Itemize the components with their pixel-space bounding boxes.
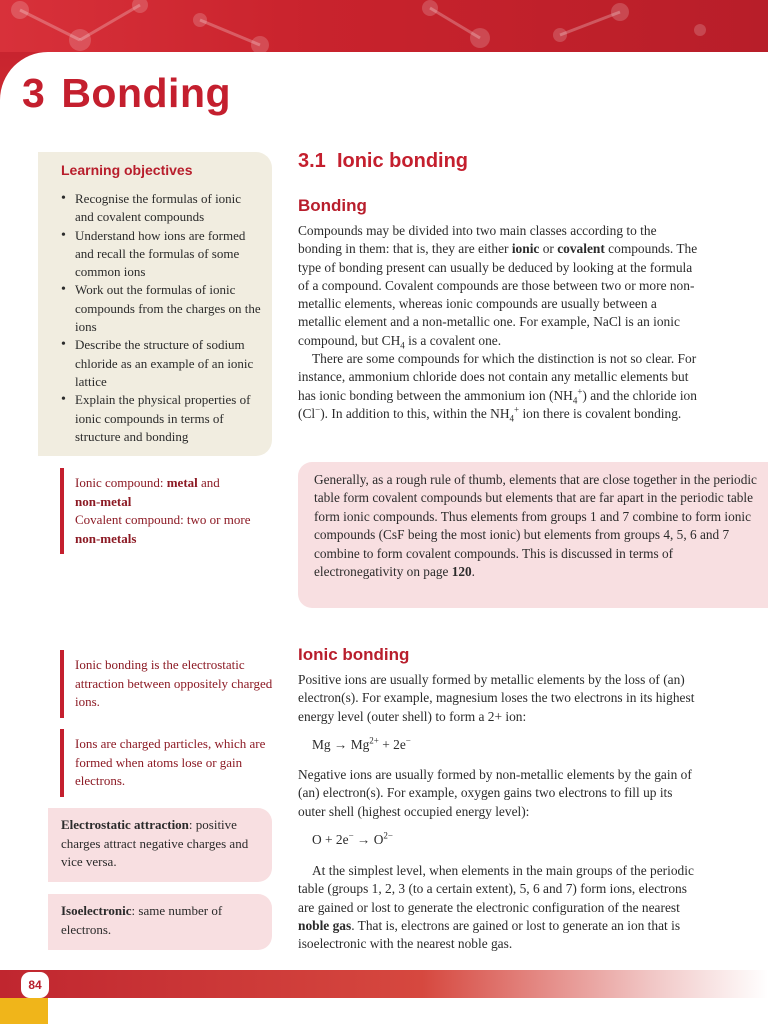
bonding-heading: Bonding: [298, 196, 367, 215]
ionic-paragraph-3: [298, 862, 698, 953]
ionic-paragraph-2: Negative ions are usually formed by non-metallic elements by the gain of (an) electron(s). For example, oxygen gains two electrons to fill up its outer shell (highest occupied energy level):: [298, 767, 692, 819]
note-bold: non-metal: [75, 493, 132, 509]
section-number: 3.1: [298, 150, 326, 172]
paragraph-text: compounds. The type of bonding present can usually be deduced by looking at the formula of a compound. Covalent compounds are those between two or more non-metallic elements, whereas ionic compounds are usually between a metallic element and a non-metallic one. For example, NaCl is an ionic compound, but CH: [298, 241, 698, 348]
rule-of-thumb-box: [298, 462, 768, 608]
footer-left-strip: [0, 998, 48, 1024]
paragraph-text: ). In addition to this, within the NH: [320, 405, 510, 421]
paragraph-text: ion there is covalent bonding.: [519, 405, 682, 421]
superscript: −: [315, 404, 321, 415]
definition-text: : same number of electrons.: [61, 903, 223, 937]
footer-margin: [0, 998, 768, 1024]
list-item: • Work out the formulas of ionic compounds from the charges on the ions: [61, 281, 262, 336]
definition-term: Isoelectronic: [61, 903, 132, 918]
page-number: 84: [21, 972, 49, 998]
note-text: and: [197, 475, 220, 490]
learning-objectives-title: Learning objectives: [61, 162, 193, 178]
ionic-bonding-heading: Ionic bonding: [298, 645, 410, 664]
list-item: • Understand how ions are formed and recall the formulas of some common ions: [61, 227, 262, 282]
molecule-decoration: [0, 0, 768, 52]
subscript: 4: [400, 340, 405, 351]
side-note-ions: [60, 729, 275, 797]
list-item: • Describe the structure of sodium chloride as an example of an ionic lattice: [61, 336, 262, 391]
equation-text: O + 2e: [312, 832, 349, 847]
note-text: Ionic compound:: [75, 475, 167, 490]
equation-text: Mg → Mg: [312, 737, 370, 752]
list-item: • Recognise the formulas of ionic and covalent compounds: [61, 190, 262, 227]
equation-text: + 2e: [378, 737, 406, 752]
superscript: 2+: [369, 735, 379, 746]
definition-term: Electrostatic attraction: [61, 817, 189, 832]
footer-band: [0, 970, 768, 998]
paragraph-text: or: [539, 241, 558, 257]
superscript: −: [348, 830, 354, 841]
note-bold: metal: [166, 475, 198, 490]
tip-text: Generally, as a rough rule of thumb, elements that are close together in the periodic table form covalent compounds but elements that are far apart in the periodic table form ionic compounds. Thus elements from groups 1 and 7 combine to form ionic compounds (CsF being the most ionic) but elements from groups 4, 5, 6 and 7 combine to form covalent compounds. This is discussed in terms of electronegativity on page: [314, 472, 757, 580]
note-text: Ionic bonding is the electrostatic attraction between oppositely charged ions.: [75, 657, 273, 709]
list-item: • Explain the physical properties of ionic compounds in terms of structure and bonding: [61, 391, 262, 446]
chapter-name: Bonding: [61, 70, 232, 116]
note-text: Covalent compound: two or more: [75, 512, 251, 527]
side-note-compound-types: [60, 468, 275, 554]
definition-electrostatic-attraction: [48, 808, 272, 882]
superscript: +: [577, 386, 583, 397]
side-note-ionic-bonding: [60, 650, 275, 718]
learning-objectives-box: [38, 152, 272, 456]
bold-term: covalent: [557, 241, 605, 257]
equation-text: → O: [353, 832, 384, 847]
bonding-paragraph-2: [298, 350, 698, 423]
paragraph-text: ) and the chloride ion (Cl: [298, 387, 697, 421]
bold-term: noble gas: [298, 917, 352, 933]
superscript: −: [405, 735, 411, 746]
equation-magnesium: [312, 737, 411, 753]
chapter-title: [22, 70, 231, 117]
subscript: 4: [572, 395, 578, 406]
paragraph-text: At the simplest level, when elements in the main groups of the periodic table (groups 1, 2, 3 (to a certain extent), 5, 6 and 7) form ions, electrons are gained or lost to generate the electronic configuration of the nearest: [298, 863, 694, 915]
page-reference: 120: [451, 564, 472, 580]
superscript: +: [514, 404, 520, 415]
paragraph-text: There are some compounds for which the distinction is not so clear. For instance, ammonium chloride does not contain any metallic elements but has ionic bonding between the ammonium ion (NH: [298, 351, 697, 403]
tip-text: .: [471, 564, 475, 580]
superscript: 2−: [383, 830, 393, 841]
subscript: 4: [509, 413, 515, 424]
definition-isoelectronic: [48, 894, 272, 950]
section-title: Ionic bonding: [336, 150, 469, 172]
section-heading: [298, 150, 468, 173]
note-bold: non-metals: [75, 530, 137, 546]
bonding-paragraph-1: [298, 222, 698, 350]
ionic-paragraph-1: Positive ions are usually formed by metallic elements by the loss of (an) electron(s). For example, magnesium loses the two electrons in its highest energy level (outer shell) to form a 2+ ion:: [298, 672, 695, 724]
paragraph-text: is a covalent one.: [404, 332, 502, 348]
equation-oxygen: [312, 832, 393, 848]
chapter-number: 3: [22, 70, 46, 116]
definition-text: : positive charges attract negative charges and vice versa.: [61, 817, 249, 869]
note-text: Ions are charged particles, which are formed when atoms lose or gain electrons.: [75, 736, 266, 788]
learning-objectives-list: [61, 190, 262, 446]
paragraph-text: Compounds may be divided into two main classes according to the bonding in them: that is, they are either: [298, 223, 657, 257]
bold-term: ionic: [511, 241, 540, 257]
header-band: [0, 0, 768, 52]
paragraph-text: . That is, electrons are gained or lost to generate an ion that is isoelectronic with the nearest noble gas.: [298, 917, 681, 952]
